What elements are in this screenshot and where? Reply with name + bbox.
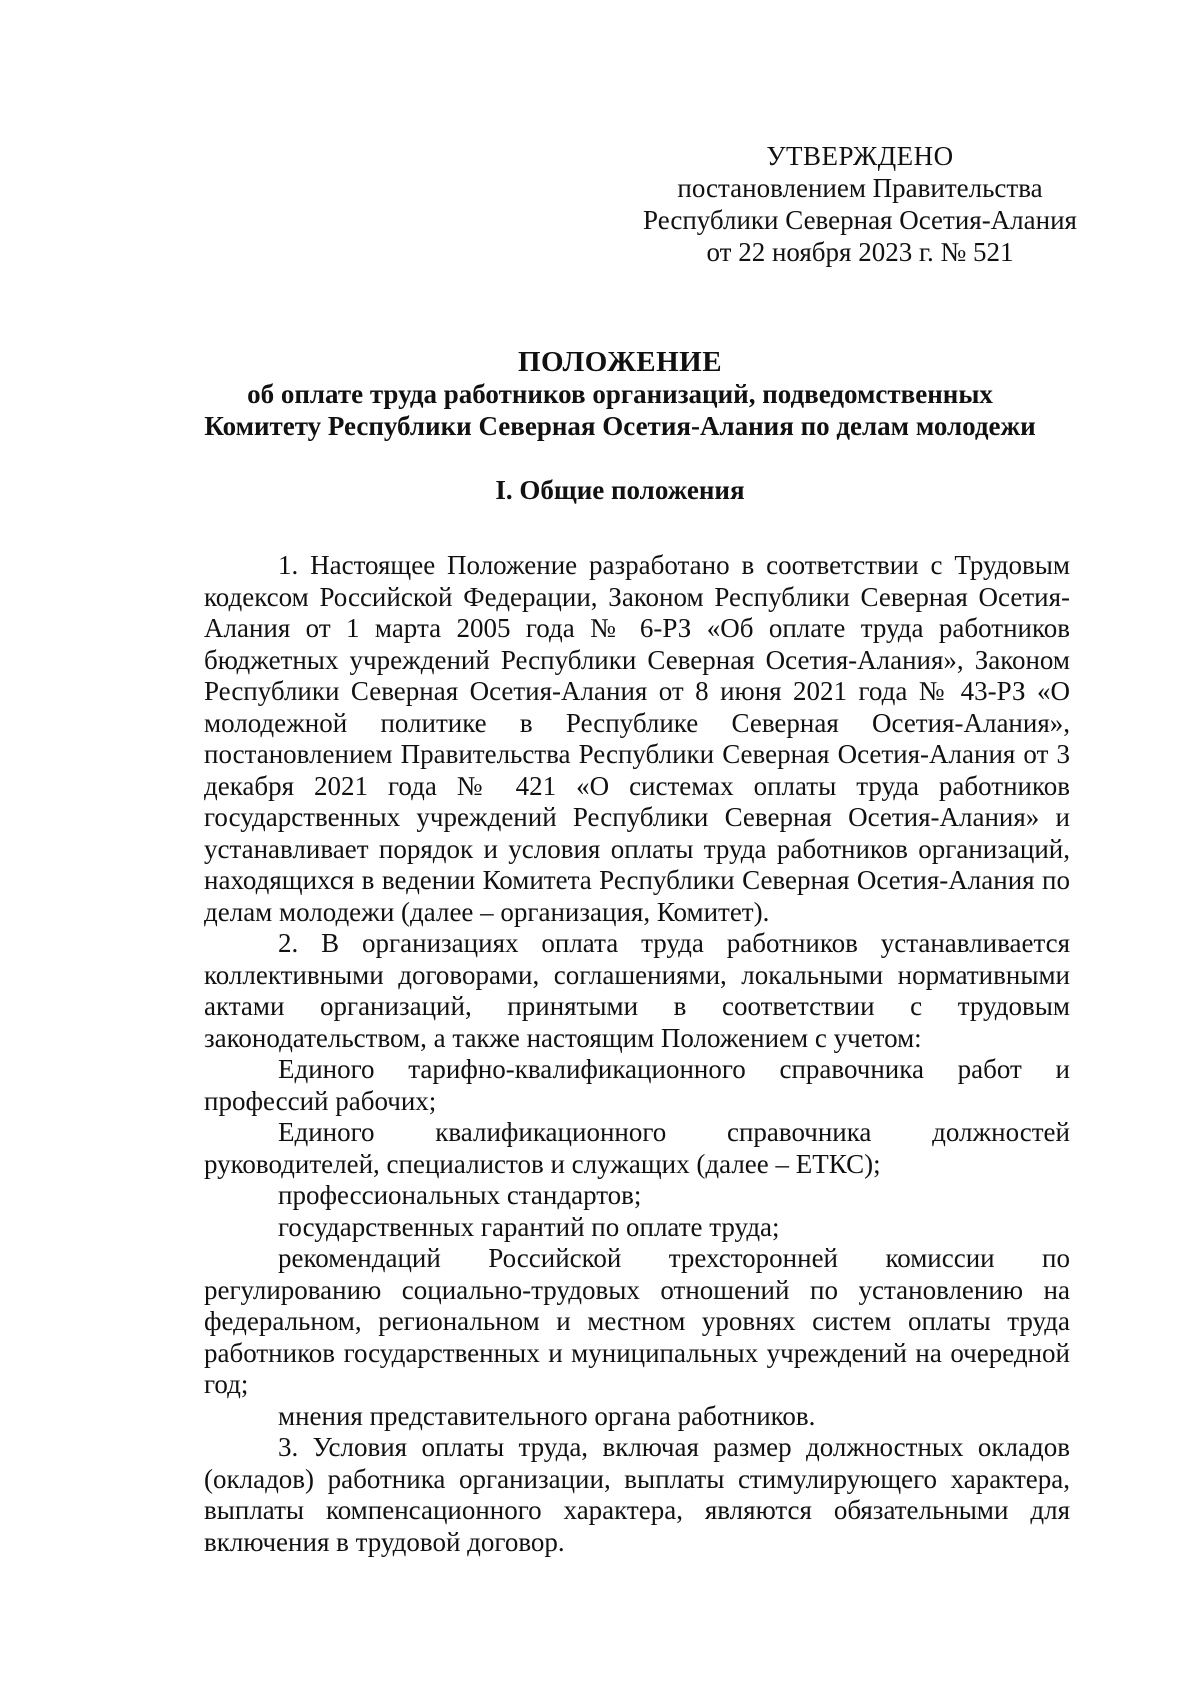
approval-date: от 22 ноября 2023 г. № 521 — [706, 237, 1014, 267]
paragraph: рекомендаций Российской трехсторонней комиссии по регулированию социально-трудовых отношений по установлению на федеральном, региональном и местном уровнях систем оплаты труда работников государственных и муниципальных учреждений на очередной год; — [204, 1243, 1070, 1399]
approval-stamp — [640, 140, 1080, 268]
section-heading: I. Общие положения — [495, 475, 745, 505]
approval-title: УТВЕРЖДЕНО — [766, 141, 954, 171]
paragraph: 2. В организациях оплата труда работников устанавливается коллективными договорами, соглашениями, локальными нормативными актами организаций, принятыми в соответствии с трудовым законодательством, а также настоящим Положением с учетом: — [204, 928, 1070, 1053]
paragraph: Единого тарифно-квалификационного справочника работ и профессий рабочих; — [204, 1054, 1070, 1116]
approval-line: постановлением Правительства — [677, 173, 1043, 203]
paragraph: мнения представительного органа работников. — [278, 1400, 816, 1431]
paragraph: Единого квалификационного справочника должностей руководителей, специалистов и служащих (далее – ЕТКС); — [204, 1117, 1070, 1179]
paragraph: государственных гарантий по оплате труда; — [278, 1211, 780, 1242]
document-body — [204, 550, 1070, 1558]
document-subtitle: об оплате труда работников организаций, подведомственных — [247, 379, 993, 409]
document-title-block — [150, 346, 1090, 442]
paragraph: профессиональных стандартов; — [278, 1180, 642, 1210]
paragraph: 1. Настоящее Положение разработано в соответствии с Трудовым кодексом Российской Федерации, Законом Республики Северная Осетия-Алания от 1 марта 2005 года № 6-РЗ «Об оплате труда работников бюджетных учреждений Республики Северная Осетия-Алания», Законом Республики Северная Осетия-Алания от 8 июня 2021 года № 43-РЗ «О молодежной политике в Республике Северная Осетия-Алания», постановлением Правительства Республики Северная Осетия-Алания от 3 декабря 2021 года № 421 «О системах оплаты труда работников государственных учреждений Республики Северная Осетия-Алания» и устанавливает порядок и условия оплаты труда работников организаций, находящихся в ведении Комитета Республики Северная Осетия-Алания по делам молодежи (далее – организация, Комитет). — [204, 550, 1070, 927]
document-title: ПОЛОЖЕНИЕ — [517, 346, 723, 378]
paragraph: 3. Условия оплаты труда, включая размер должностных окладов (окладов) работника организации, выплаты стимулирующего характера, выплаты компенсационного характера, являются обязательными для включения в трудовой договор. — [204, 1432, 1070, 1557]
approval-line: Республики Северная Осетия-Алания — [643, 205, 1077, 235]
document-subtitle: Комитету Республики Северная Осетия-Алания по делам молодежи — [204, 411, 1036, 441]
